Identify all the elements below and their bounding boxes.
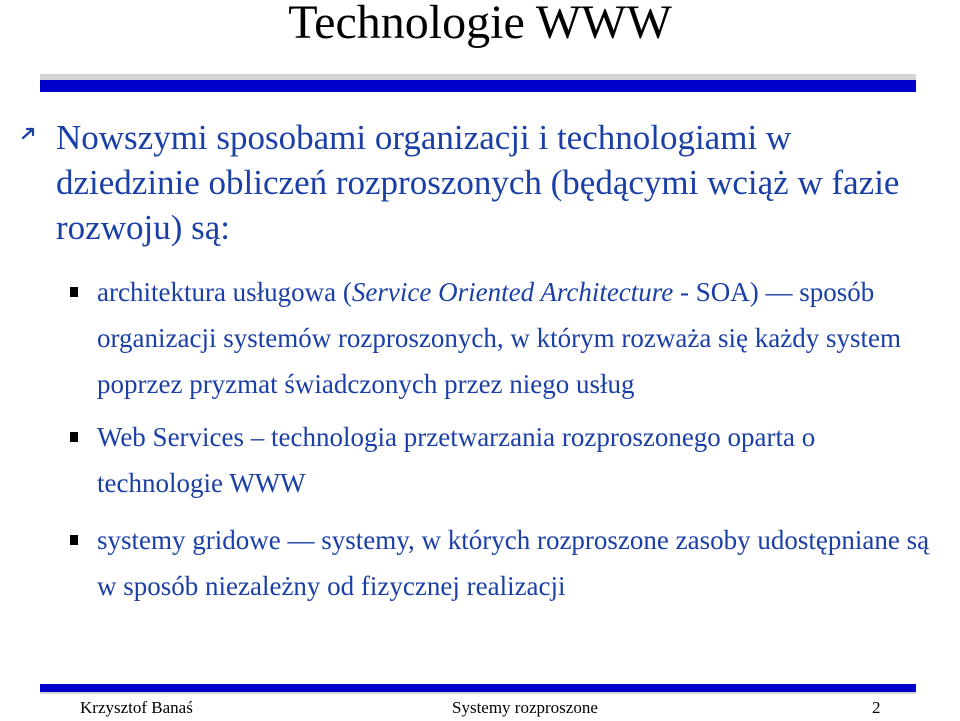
bullet-emphasis: Service Oriented Architecture xyxy=(351,277,674,307)
square-bullet-icon xyxy=(70,287,78,297)
square-bullet-icon xyxy=(70,535,78,545)
square-bullet-icon xyxy=(70,432,78,442)
bullet-text xyxy=(97,269,940,407)
footer-rule xyxy=(40,684,916,694)
intro-text: Nowszymi sposobami organizacji i technologiami w dziedzinie obliczeń rozproszonych (będącymi wciąż w fazie rozwoju) są: xyxy=(56,118,900,247)
bullet-lead: architektura usługowa ( xyxy=(97,277,352,307)
bullet-rest: - SOA) — sposób organizacji systemów rozproszonych, w którym rozważa się każdy system poprzez pryzmat świadczonych przez niego usług xyxy=(97,277,902,399)
footer-course: Systemy rozproszone xyxy=(452,698,598,717)
bullet-item-grid-systems xyxy=(70,517,940,609)
title-rule xyxy=(40,74,916,92)
bullet-text: systemy gridowe — systemy, w których rozproszone zasoby udostępniane są w sposób niezależny od fizycznej realizacji xyxy=(97,525,930,601)
slide-title: Technologie WWW xyxy=(288,0,672,49)
arrow-right-icon xyxy=(22,125,38,141)
footer-page-number: 2 xyxy=(872,698,881,717)
footer-author: Krzysztof Banaś xyxy=(80,698,193,717)
bullet-text: Web Services – technologia przetwarzania rozproszonego oparta o technologie WWW xyxy=(97,422,816,498)
bullet-item-web-services xyxy=(70,414,940,506)
bullet-item-soa xyxy=(70,269,940,407)
intro-paragraph xyxy=(22,115,922,250)
